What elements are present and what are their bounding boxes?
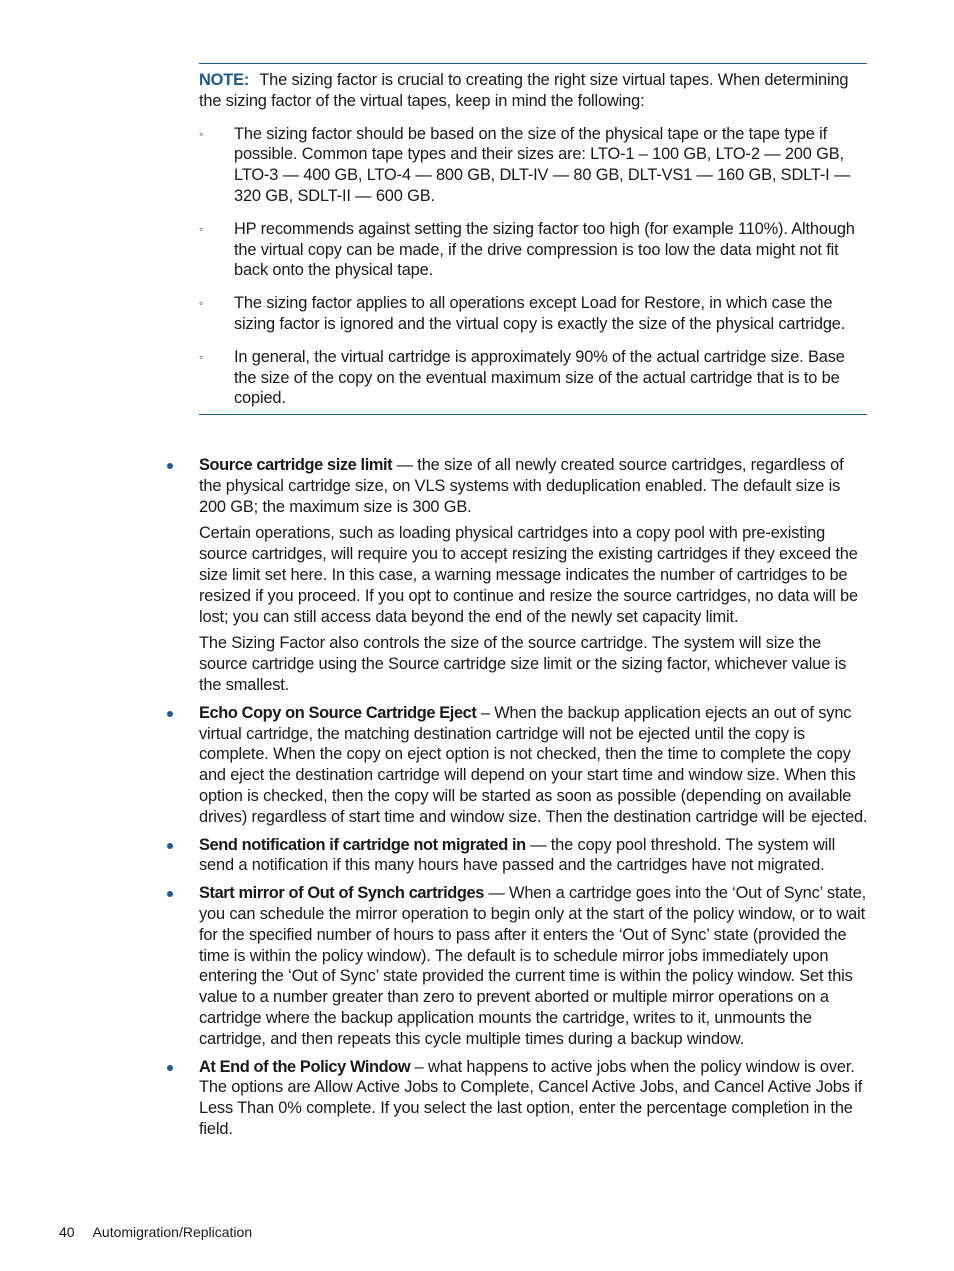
option-text: – what happens to active jobs when the policy window is over. The options are Allow Active Jobs to Complete, Cancel Active Jobs, and Cancel Active Jobs if Less Than 0% complete. If you select the last option, enter the percentage completion in the field.: [199, 1057, 863, 1138]
note-label: NOTE:: [199, 71, 250, 89]
note-box: [199, 63, 867, 415]
bullet-icon: [167, 711, 173, 717]
page-number: 40: [59, 1224, 75, 1240]
option-extra-paragraph: Certain operations, such as loading physical cartridges into a copy pool with pre-existing source cartridges, will require you to accept resizing the existing cartridges if they exceed the size limit set here. In this case, a warning message indicates the number of cartridges to be resized if you proceed. If you opt to continue and resize the source cartridges, no data will be lost; you can still access data beyond the end of the newly set capacity limit.: [199, 524, 858, 626]
option-term: Echo Copy on Source Cartridge Eject: [199, 703, 477, 722]
option-description: [199, 455, 868, 517]
bullet-icon: [167, 891, 173, 897]
note-item-text: HP recommends against setting the sizing factor too high (for example 110%). Although the virtual copy can be made, if the drive compression is too low the data might not fit back onto the physical tape.: [234, 219, 855, 280]
option-description: [199, 1057, 868, 1140]
option-term: Source cartridge size limit: [199, 456, 393, 474]
option-term: At End of the Policy Window: [199, 1057, 411, 1076]
note-item-text: In general, the virtual cartridge is approximately 90% of the actual cartridge size. Base the size of the copy on the eventual maximum size of the actual cartridge that is to be copied.: [234, 347, 845, 408]
option-extra-paragraph: The Sizing Factor also controls the size of the source cartridge. The system will size the source cartridge using the Source cartridge size limit or the sizing factor, whichever value is the smallest.: [199, 634, 847, 694]
option-description: [199, 835, 868, 877]
option-text: — the copy pool threshold. The system will send a notification if this many hours have passed and the cartridges have not migrated.: [199, 835, 836, 875]
options-list: [162, 455, 868, 1147]
bullet-icon: [167, 463, 173, 469]
option-description: [199, 703, 868, 828]
option-echo-copy-on-eject: [162, 703, 868, 828]
note-list-item: [199, 219, 867, 281]
note-item-text: The sizing factor should be based on the size of the physical tape or the tape type if possible. Common tape types and their sizes are: LTO-1 – 100 GB, LTO-2 — 200 GB, LTO-3 — 400 GB, LTO-4 — 800 GB, DLT-IV — 80 GB, DLT-VS1 — 160 GB, SDLT-I — 320 GB, SDLT-II — 600 GB.: [234, 124, 851, 205]
option-term: Send notification if cartridge not migrated in: [199, 835, 526, 854]
option-description: [199, 883, 868, 1049]
circle-bullet-icon: ◦: [199, 349, 204, 364]
option-source-cartridge-size-limit: [162, 455, 868, 696]
note-list-item: [199, 347, 867, 409]
option-text: – When the backup application ejects an out of sync virtual cartridge, the matching destination cartridge will not be ejected until the copy is complete. When the copy on eject option is not checked, then the time to complete the copy and eject the destination cartridge will depend on your start time and window size. When this option is checked, then the copy will be started as soon as possible (depending on available drives) regardless of start time and window size. Then the destination cartridge will be ejected.: [199, 703, 868, 826]
bullet-icon: [167, 843, 173, 849]
note-list-item: [199, 293, 867, 335]
option-send-notification: [162, 835, 868, 877]
section-title: Automigration/Replication: [92, 1224, 253, 1240]
bullet-icon: [167, 1065, 173, 1071]
note-list: [199, 124, 867, 410]
note-item-text: The sizing factor applies to all operations except Load for Restore, in which case the sizing factor is ignored and the virtual copy is exactly the size of the physical cartridge.: [234, 294, 846, 333]
circle-bullet-icon: ◦: [199, 221, 204, 236]
option-end-of-policy-window: [162, 1057, 868, 1140]
note-intro-text: The sizing factor is crucial to creating the right size virtual tapes. When determining the sizing factor of the virtual tapes, keep in mind the following:: [199, 71, 849, 110]
option-term: Start mirror of Out of Synch cartridges: [199, 884, 484, 903]
option-text: — When a cartridge goes into the ‘Out of Sync’ state, you can schedule the mirror operation to begin only at the start of the policy window, or to wait for the specified number of hours to pass after it enters the ‘Out of Sync’ state (provided the time is within the policy window). The default is to schedule mirror jobs immediately upon entering the ‘Out of Sync’ state provided the current time is within the policy window. Set this value to a number greater than zero to prevent aborted or multiple mirror operations on a cartridge where the backup application mounts the cartridge, writes to it, unmounts the cartridge, and then repeats this cycle multiple times during a backup window.: [199, 884, 867, 1048]
circle-bullet-icon: ◦: [199, 126, 204, 141]
option-start-mirror-out-of-sync: [162, 883, 868, 1049]
note-intro-paragraph: [199, 70, 867, 112]
note-list-item: [199, 124, 867, 207]
page-footer: [59, 1223, 252, 1241]
circle-bullet-icon: ◦: [199, 296, 204, 311]
option-text: — the size of all newly created source cartridges, regardless of the physical cartridge size, on VLS systems with deduplication enabled. The default size is 200 GB; the maximum size is 300 GB.: [199, 456, 844, 516]
